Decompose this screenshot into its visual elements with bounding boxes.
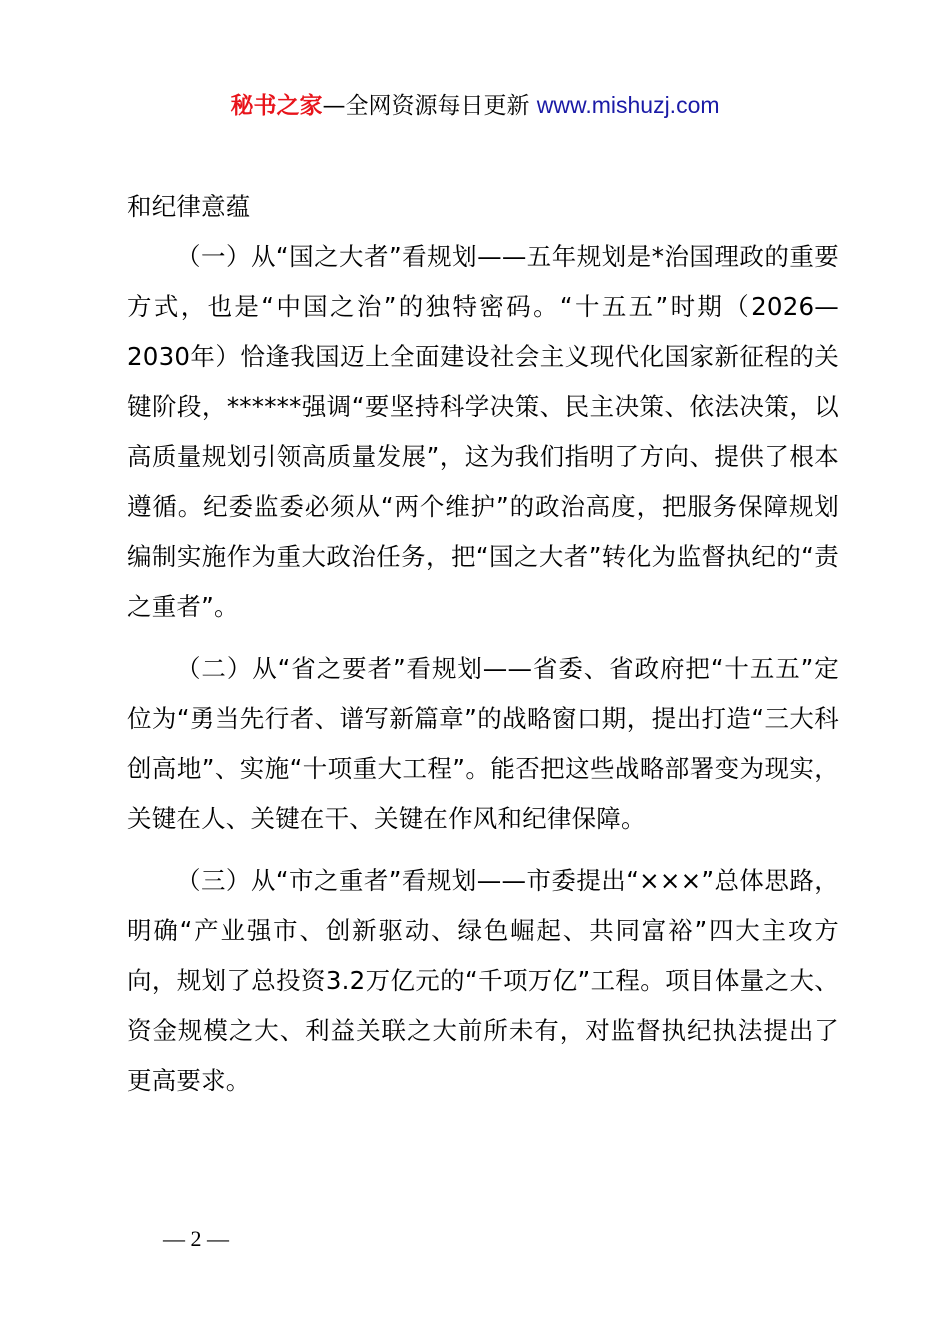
- continuation-line: 和纪律意蕴: [127, 192, 251, 221]
- paragraph-2: （二）从“省之要者”看规划——省委、省政府把“十五五”定位为“勇当先行者、谱写新篇章”的战略窗口期，提出打造“三大科创高地”、实施“十项重大工程”。能否把这些战略部署变为现实，关键在人、关键在干、关键在作风和纪律保障。: [127, 654, 839, 833]
- site-url-link[interactable]: www.mishuzj.com: [536, 92, 720, 118]
- site-watermark-header: [0, 88, 950, 123]
- site-brand: 秘书之家: [230, 93, 323, 119]
- page-number: — 2 —: [163, 1226, 229, 1251]
- document-body: [127, 182, 839, 1106]
- paragraph-1: （一）从“国之大者”看规划——五年规划是*治国理政的重要方式，也是“中国之治”的独特密码。“十五五”时期（2026—2030年）恰逢我国迈上全面建设社会主义现代化国家新征程的关键阶段，******强调“要坚持科学决策、民主决策、依法决策，以高质量规划引领高质量发展”，这为我们指明了方向、提供了根本遵循。纪委监委必须从“两个维护”的政治高度，把服务保障规划编制实施作为重大政治任务，把“国之大者”转化为监督执纪的“责之重者”。: [127, 242, 839, 621]
- site-slogan: —全网资源每日更新: [322, 93, 537, 119]
- paragraph-3: （三）从“市之重者”看规划——市委提出“×××”总体思路，明确“产业强市、创新驱动、绿色崛起、共同富裕”四大主攻方向，规划了总投资3.2万亿元的“千项万亿”工程。项目体量之大、资金规模之大、利益关联之大前所未有，对监督执纪执法提出了更高要求。: [127, 866, 839, 1095]
